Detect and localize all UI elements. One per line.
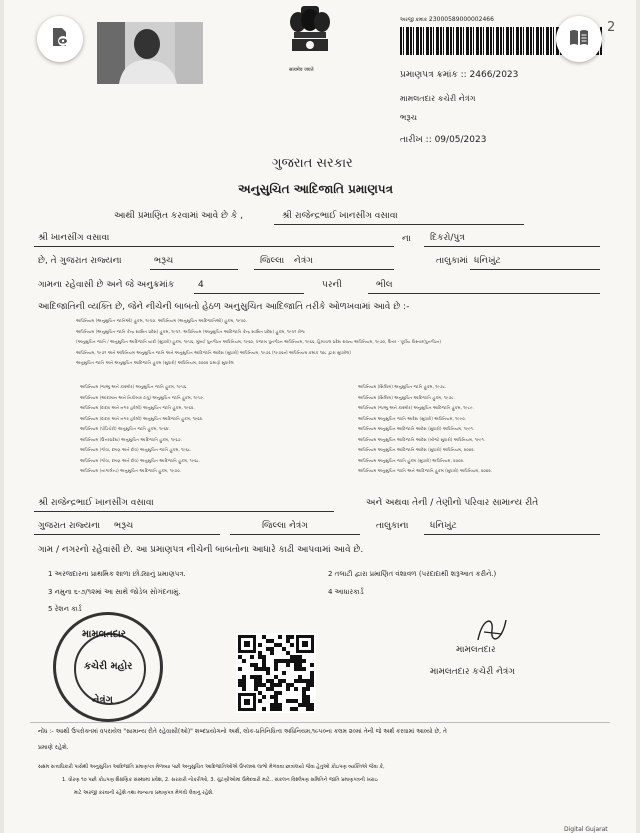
- order-left-line: અધિનિયમ (દાદરા અને નગર હવેલી) અનુસુચિત આદિજાતિ હુકમ, ૧૯૬૨.: [80, 415, 204, 421]
- serial-label: અરજી ક્રમાંક :: [400, 17, 431, 23]
- applicant-photo: [97, 22, 203, 84]
- taluka-label: તાલુકામાં: [436, 256, 469, 266]
- orders-intro: [76, 316, 441, 369]
- order-intro-line: અધિનિયમ, ૧૯૭૧ અને અધિનિયમ અનુસુચિત જાતિ અને અનુસુચિત આદિજાતિ આદેશ (સુધારો) અધિનિયમ, ૧૯૭૬ (૧૯૭૬નો અધિનિયમ ક્રમાંક ૧૦૮ દ્વારા સુધારેલ): [76, 349, 351, 355]
- orders-right: [358, 382, 492, 477]
- village: ધનિખુંટ: [474, 256, 501, 266]
- order-left-line: અધિનિયમ (દાદરા અને નગર હવેલી) અનુસુચિત જાતિ હુકમ, ૧૯૬૨.: [80, 405, 195, 410]
- signature-mark: [472, 612, 512, 646]
- ashoka-emblem: [284, 4, 336, 64]
- seal-bottom-text: નેત્રંગ: [92, 695, 113, 706]
- basis-line: ગામ / નગરનો રહેવાસી છે. આ પ્રમાણપત્ર નીચેની બાબતોના આધારે કાઢી આપવામાં આવે છે.: [38, 545, 364, 555]
- order-left-line: અધિનિયમ (જમ્મુ અને કાશ્મીર) અનુસુચિત જાતિ હુકમ, ૧૯૫૬.: [80, 384, 188, 389]
- district-value: ભરૂચ: [154, 256, 174, 266]
- document-item: 4 આધારકાર્ડ: [328, 588, 364, 596]
- order-intro-line: અધિનિયમ (અનુસુચિત જાતિઓ) હુકમ, ૧૯૫૦. અધિનિયમ (અનુસુચિત આદિજાતિઓ) હુકમ, ૧૯૫૦.: [76, 318, 247, 323]
- order-right-line: અધિનિયમ અનુસુચિત આદિજાતિ આદેશ (સુધારો) અધિનિયમ, ૨૦૦૨.: [358, 447, 476, 452]
- order-intro-line: અધિનિયમ (અનુસુચિત જાતિ કેન્દ્ર શાસિત પ્રદેશ) હુકમ, ૧૯૫૧. અધિનિયમ (અનુસુચિત આદિજાતિ કેન્દ્ર શાસિત પ્રદેશ) હુકમ, ૧૯૫૧ રોજ: [76, 328, 305, 334]
- document-item: 1 અરજદારના પ્રાથમિક શાળા છોડ્યાનું પ્રમાણપત્ર.: [48, 570, 186, 578]
- view-document-button[interactable]: [37, 16, 83, 62]
- signatory-office: મામલતદાર કચેરી નેત્રંગ: [430, 667, 515, 677]
- orders-left: [80, 382, 205, 477]
- taluka-value: નેત્રંગ: [294, 256, 313, 266]
- state-prefix: છે, તે ગુજરાત રાજ્યના: [38, 256, 122, 266]
- order-right-line: અધિનિયમ (જમ્મુ અને કાશ્મીર) અનુસુચિત આદિજાતિ હુકમ, ૧૯૮૯.: [358, 405, 474, 410]
- order-intro-line: અનુસુચિત જાતિ અને અનુસુચિત આદિજાતિ હુકમ (સુધારો) અધિનિયમ, ૨૦૦૨ પ્રમાણે સુધારેલ: [76, 360, 234, 365]
- corner-mark: 2: [607, 20, 616, 35]
- family-suffix: અને અથવા તેની / તેણીનો પરિવાર સામાન્ય રીતે: [366, 498, 539, 508]
- document-item: 5 રેશન કાર્ડ: [48, 605, 82, 613]
- order-right-line: અધિનિયમ અનુસુચિત જાતિ હુકમ (સુધારો) અધિનિયમ, ૨૦૦૨.: [358, 457, 465, 463]
- tribe-label: પરની: [322, 280, 342, 290]
- issuing-office: મામલતદાર કચેરી નેત્રંગ: [400, 94, 476, 103]
- note-1b: પ્રમાણે રહેશે.: [38, 744, 69, 751]
- serial-entry: 4: [198, 280, 204, 290]
- issuing-district: ભરૂચ: [400, 113, 418, 122]
- order-right-line: અધિનિયમ (સિક્કિમ) અનુસુચિત જાતિ હુકમ, ૧૯૭૮.: [358, 384, 447, 389]
- father-name: શ્રી ખાનસીંગ વસાવા: [38, 233, 110, 243]
- family-state-prefix: ગુજરાત રાજ્યના: [38, 521, 101, 531]
- order-right-line: અધિનિયમ અનુસુચિત જાતિ અને આદિજાતિ હુકમ (સુધારો) અધિનિયમ, ૨૦૦૨.: [358, 468, 493, 473]
- order-left-line: અધિનિયમ (ગોવા, દમણ અને દીવ) અનુસુચિત જાતિ હુકમ, ૧૯૬૮.: [80, 447, 192, 452]
- seal-top-text: મામલતદાર: [82, 629, 126, 640]
- note-3: 1. ધોરણ ૧૦ પછી કોઇપણ શૈક્ષણિક સંસ્થામાં પ્રવેશ, 2. સરકારી નોકરીઓ, 3. ચુંટણીઓમાં ઉમેદવારી માટે.. સંકલન વિશ્લેષણ સમિતિને જાતિ પ્રમાણપત્રની ખરાઇ: [62, 777, 378, 783]
- order-left-line: અધિનિયમ (નાગાલેન્ડ) અનુસુચિત આદિજાતિ હુકમ, ૧૯૭૦.: [80, 468, 182, 473]
- order-left-line: અધિનિયમ (ઉત્તરપ્રદેશ) અનુસુચિત આદિજાતિ હુકમ, ૧૯૬૭.: [80, 436, 182, 442]
- document-item: 3 નમુના ૬-૭/૧૨માં આ સાથે જોડેલ સોગંદનામું.: [48, 588, 181, 596]
- document-eye-icon: [49, 26, 71, 52]
- tribe-sentence: આદિજાતિની વ્યક્તિ છે, જેને નીચેની બાબતો હેઠળ અનુસુચિત આદિજાતિ તરીકે ઓળખવામાં આવે છે :-: [38, 302, 410, 312]
- office-seal: [53, 612, 163, 722]
- certify-prefix: આથી પ્રમાણિત કરવામાં આવે છે કે ,: [114, 211, 243, 221]
- order-left-line: અધિનિયમ (આંદામાન અને નિકોબાર ટાપુ) અનુસુચિત જાતિ હુકમ, ૧૯૫૯.: [80, 394, 205, 400]
- order-right-line: અધિનિયમ (સિક્કિમ) અનુસુચિત આદિજાતિ હુકમ, ૧૯૭૮.: [358, 394, 455, 400]
- order-right-line: અધિનિયમ અનુસુચિત આદિજાતિ આદેશ (બીજો સુધારો) અધિનિયમ, ૧૯૯૧.: [358, 436, 486, 442]
- order-intro-line: (અનુસુચિત જાતિ / અનુસુચિત આદિજાતિ યાદી (સુધારો) હુકમ, ૧૯૫૬, મુંબઈ પુનર્ગઠન અધિનિયમ, ૧૯૬૦, પંજાબ પુનર્ગઠન અધિનિયમ, ૧૯૬૬, હિમાચલ પ્રદેશ રાજ્ય અધિનિયમ, ૧૯૭૦, ઉત્તર - પૂર્વીય વિસ્તાર(પુનર્ગઠન): [76, 339, 442, 344]
- certificate-title: અનુસુચિત આદિજાતિ પ્રમાણપત્ર: [238, 182, 393, 196]
- family-taluka: જિલ્લા નેત્રંગ: [262, 521, 308, 531]
- footer-brand: Digital Gujarat: [564, 826, 608, 833]
- resident-prefix: ગામના રહેવાસી છે અને જે અનુક્રમાંક: [38, 280, 175, 290]
- seal-middle-text: કચેરી મહોર: [84, 661, 133, 672]
- signatory-title: મામલતદાર: [456, 645, 496, 655]
- document-item: 2 તલાટી દ્વારા પ્રમાણિત વંશાવળ (પરદાદાથી શરૂઆત કરીને.): [328, 570, 497, 578]
- order-right-line: અધિનિયમ અનુસુચિત આદિજાતિ આદેશ (સુધારો) અધિનિયમ, ૧૯૯૧.: [358, 426, 475, 431]
- tribe: ભીલ: [376, 280, 393, 290]
- district-label: જિલ્લા: [260, 256, 285, 266]
- emblem-caption: सत्यमेव जयते: [289, 67, 314, 73]
- relation-prefix: ના: [402, 234, 411, 244]
- issue-date: તારીખ :: 09/05/2023: [400, 135, 487, 145]
- order-right-line: અધિનિયમ અનુસુચિત જાતિ આદેશ (સુધારો) અધિનિયમ, ૧૯૯૦.: [358, 415, 467, 421]
- applicant-name: શ્રી રાજેન્દ્રભાઈ ખાનસીંગ વસાવા: [282, 211, 398, 221]
- reader-mode-button[interactable]: [556, 16, 602, 62]
- qr-code: [236, 633, 316, 713]
- government-title: ગુજરાત સરકાર: [272, 156, 353, 171]
- serial-number: 23000589000002466: [429, 16, 494, 23]
- family-village: ધનિખુંટ: [430, 521, 457, 531]
- order-left-line: અધિનિયમ (પોંડિચેરી) અનુસુચિત જાતિ હુકમ, ૧૯૬૪.: [80, 426, 170, 431]
- relation: દિકરો/પુત્ર: [430, 233, 465, 243]
- certificate-number: પ્રમાણપત્ર ક્રમાંક :: 2466/2023: [400, 70, 519, 80]
- note-2: સક્ષમ સત્તાધિકારી પાસેથી અનુસુચિત આદિજાતિ પ્રમાણપત્ર મેળવ્યા પછી અનુસુચિત આદિજાતિઓએ ઉપલબ્ધ લાભો મેળવવા છાત્રાલયો જેવા હેતુઓ કોઇપણ વ્યક્તિએ જેવા કે,: [38, 764, 385, 770]
- family-taluka-word: તાલુકાના: [376, 521, 409, 531]
- note-4: માટે અરજી કરવાની રહેશે તથા માન્યતા પ્રમાણપત્ર મેળવી લેવાનું રહેશે.: [74, 790, 214, 796]
- order-left-line: અધિનિયમ (ગોવા, દમણ અને દીવ) અનુસુચિત આદિજાતિ હુકમ, ૧૯૬૮.: [80, 457, 201, 463]
- book-icon: [568, 26, 590, 52]
- certificate-page: [4, 0, 636, 833]
- family-district: ભરૂચ: [114, 521, 134, 531]
- family-name: શ્રી રાજેન્દ્રભાઈ ખાનસીંગ વસાવા: [38, 498, 154, 508]
- note-1: નોંધ :- આથી ઉપરોક્તમાં વપરાયેલ "સામાન્ય રીતે રહેવાસી(ઓ)" શબ્દપ્રયોગનો અર્થ, લોક-પ્રતિનિધિત્વ અધિનિયમ,૧૯૫૦ના કલમ ૨૦માં તેની જે અર્થ કરવામાં આવ્યો છે, તે: [38, 728, 447, 735]
